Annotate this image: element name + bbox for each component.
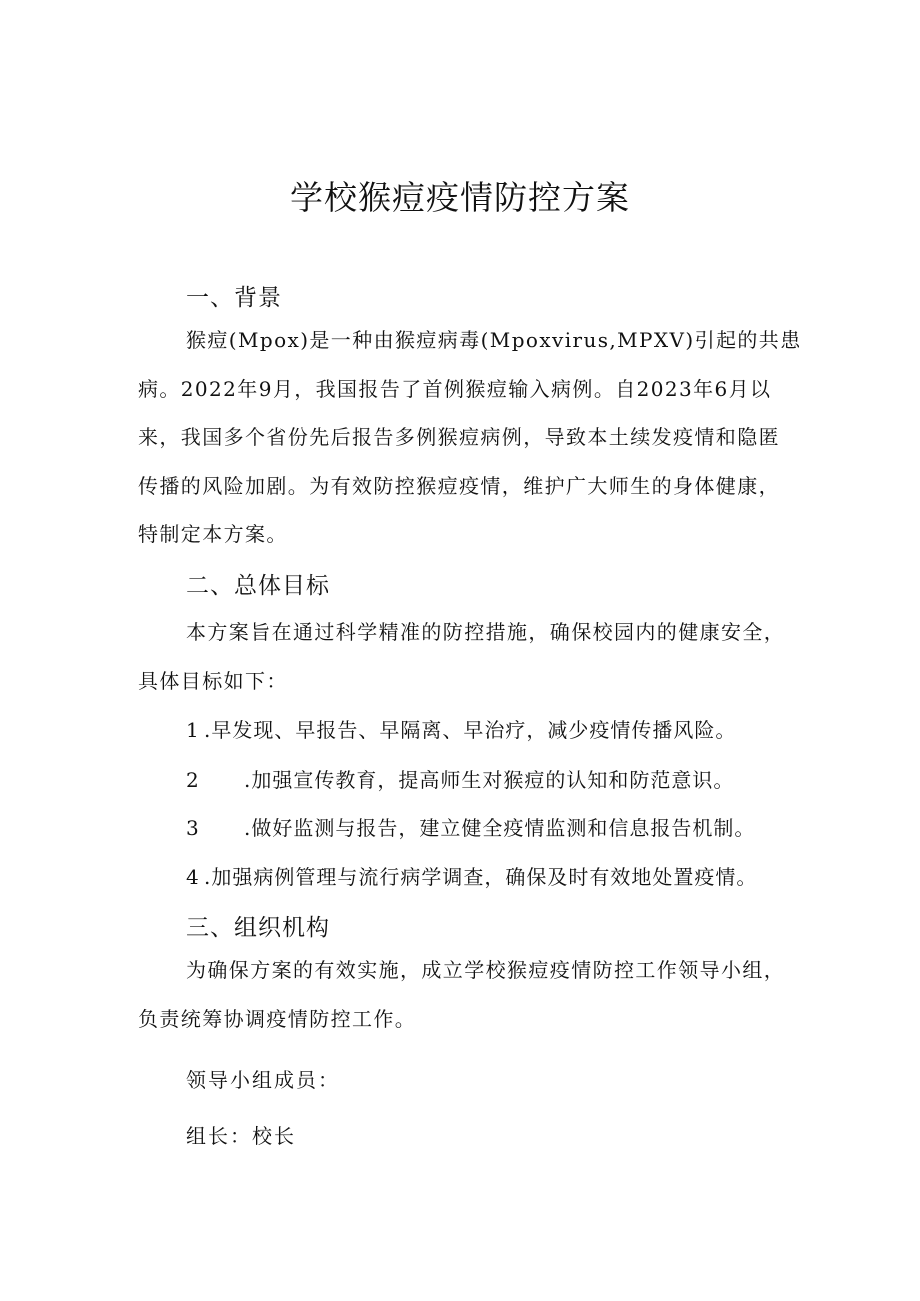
goal-item-4 (186, 861, 757, 890)
goal-text: .早发现、早报告、早隔离、早治疗，减少疫情传播风险。 (204, 718, 737, 742)
leader-line: 组长：校长 (186, 1124, 296, 1148)
paragraph-line: 为确保方案的有效实施，成立学校猴痘疫情防控工作领导小组， (186, 958, 786, 982)
section-heading-goals: 二、总体目标 (186, 573, 330, 599)
goal-text: .做好监测与报告，建立健全疫情监测和信息报告机制。 (244, 816, 756, 840)
paragraph-line: 来，我国多个省份先后报告多例猴痘病例，导致本土续发疫情和隐匿 (138, 425, 780, 449)
organization-paragraph (138, 946, 788, 1043)
paragraph-line: 传播的风险加剧。为有效防控猴痘疫情，维护广大师生的身体健康， (138, 473, 780, 498)
goal-item-2 (186, 764, 734, 793)
document-title: 学校猴痘疫情防控方案 (290, 178, 630, 217)
goal-number: 1 (186, 718, 200, 742)
paragraph-line: 特制定本方案。 (138, 522, 288, 546)
goal-number: 3 (186, 816, 200, 840)
goal-item-3 (186, 812, 755, 841)
section-heading-background: 一、背景 (186, 285, 282, 311)
paragraph-line: 猴痘(Mpox)是一种由猴痘病毒(Mpoxvirus,MPXV)引起的共患 (186, 328, 802, 352)
paragraph-line: 具体目标如下： (138, 668, 288, 693)
goal-number: 2 (186, 768, 200, 792)
goal-text: .加强宣传教育，提高师生对猴痘的认知和防范意识。 (244, 768, 735, 792)
goal-number: 4 (186, 865, 200, 889)
section-heading-organization: 三、组织机构 (186, 915, 330, 941)
goal-text: .加强病例管理与流行病学调查，确保及时有效地处置疫情。 (204, 865, 758, 889)
background-paragraph (138, 316, 802, 559)
goal-item-1 (186, 714, 736, 743)
goals-intro-paragraph (138, 608, 788, 705)
paragraph-line: 病。2022年9月，我国报告了首例猴痘输入病例。自2023年6月以 (138, 376, 772, 401)
members-label: 领导小组成员： (186, 1068, 340, 1092)
paragraph-line: 负责统筹协调疫情防控工作。 (138, 1006, 417, 1031)
paragraph-line: 本方案旨在通过科学精准的防控措施，确保校园内的健康安全， (186, 620, 786, 644)
